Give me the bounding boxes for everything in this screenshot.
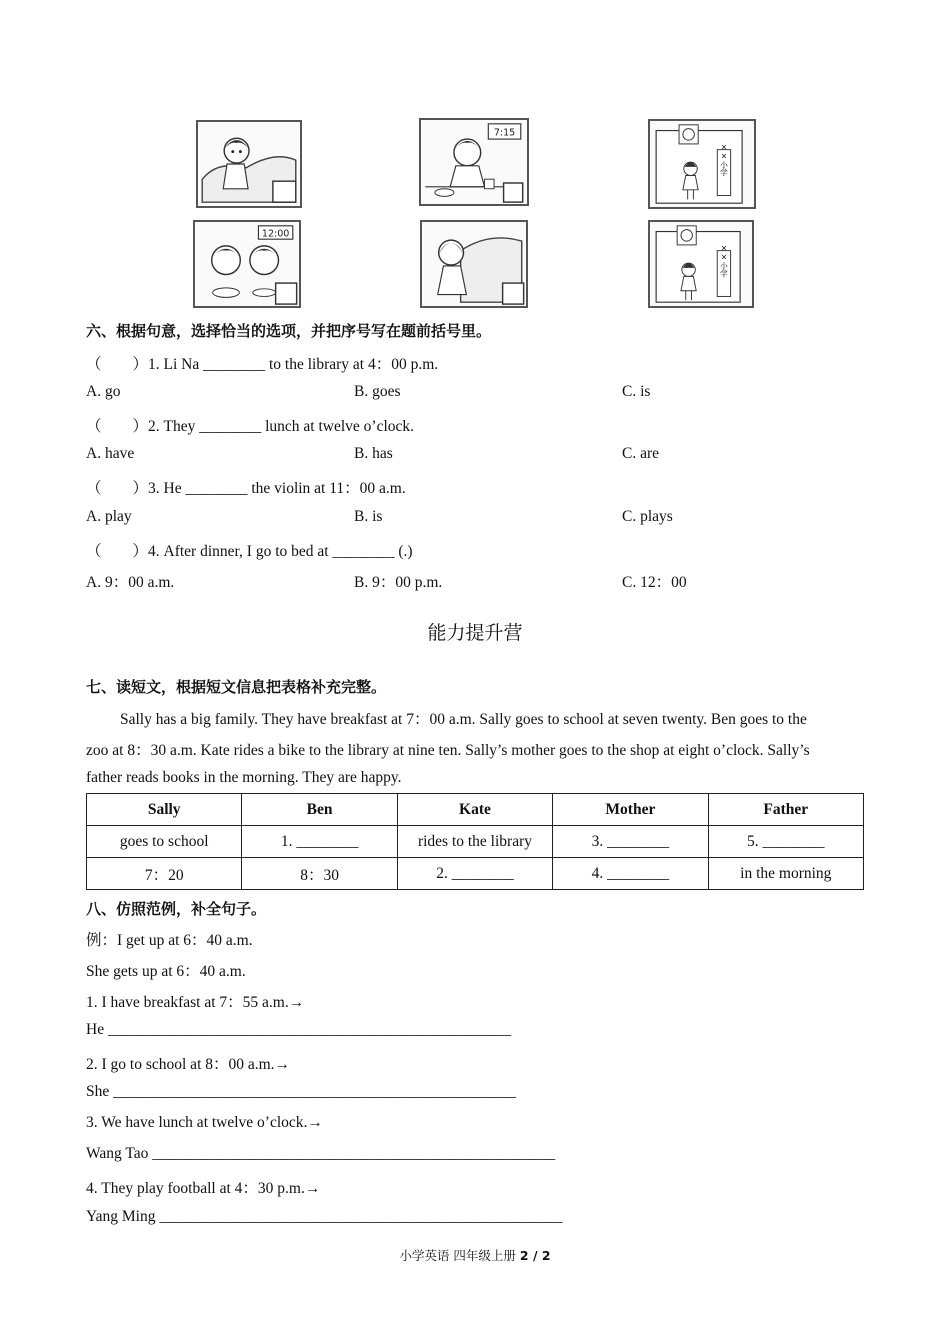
girl-in-bed-illustration (198, 122, 300, 206)
table-cell-blank: 4. ________ (553, 858, 708, 890)
item-3-answer-line: Wang Tao ____________________________________________________ (86, 1145, 556, 1162)
q1-option-c: C. is (622, 383, 651, 400)
example-line-1: 例：I get up at 6：40 a.m. (86, 932, 253, 949)
part6-title: 六、根据句意，选择恰当的选项，并把序号写在题前括号里。 (86, 322, 492, 340)
table-cell-blank: 3. ________ (553, 826, 708, 858)
item-3-prompt: 3. We have lunch at twelve o’clock.→ (86, 1114, 323, 1131)
table-row (87, 826, 864, 858)
q2-option-a: A. have (86, 445, 135, 462)
item-1-answer-line: He ____________________________________________________ (86, 1021, 511, 1038)
picture-girl-going-to-bed (420, 220, 528, 308)
table-cell: 8：30 (242, 858, 397, 890)
header-ben: Ben (242, 794, 397, 826)
section-title: 能力提升营 (427, 622, 523, 644)
family-schedule-table (86, 793, 864, 890)
q2-option-c: C. are (622, 445, 660, 462)
picture-girl-breakfast (419, 118, 529, 206)
table-row (87, 858, 864, 890)
clock-7-15: 7:15 (493, 127, 516, 139)
q3-option-b: B. is (354, 508, 383, 525)
girl-going-to-bed-illustration (422, 222, 526, 306)
item-4-prompt: 4. They play football at 4：30 p.m.→ (86, 1180, 321, 1197)
item-2-prompt: 2. I go to school at 8：00 a.m.→ (86, 1056, 291, 1073)
q3-option-a: A. play (86, 508, 132, 525)
table-cell: 7：20 (87, 858, 242, 890)
part6-question-3: （ ）3. He ________ the violin at 11：00 a.m. (86, 480, 406, 497)
table-cell-blank: 2. ________ (397, 858, 552, 890)
q4-option-a: A. 9：00 a.m. (86, 574, 175, 591)
picture-two-girls-lunch (193, 220, 301, 308)
picture-girl-waking (196, 120, 302, 208)
q1-option-b: B. goes (354, 383, 401, 400)
part6-question-2: （ ）2. They ________ lunch at twelve o’clock. (86, 418, 415, 435)
q4-option-b: B. 9：00 p.m. (354, 574, 443, 591)
clock-12-00: 12:00 (261, 228, 290, 240)
passage-line-3: father reads books in the morning. They are happy. (86, 769, 402, 786)
passage-line-1: Sally has a big family. They have breakfast at 7：00 a.m. Sally goes to school at seven twenty. Ben goes to the (120, 711, 807, 728)
passage-line-2: zoo at 8：30 a.m. Kate rides a bike to the library at nine ten. Sally’s mother goes to the shop at eight o’clock. Sally’s (86, 742, 810, 759)
item-4-answer-line: Yang Ming ____________________________________________________ (86, 1208, 563, 1225)
part6-question-4: （ ）4. After dinner, I go to bed at ________ (.) (86, 543, 413, 560)
table-cell-blank: 1. ________ (242, 826, 397, 858)
girl-eating-breakfast-illustration (421, 120, 527, 204)
q4-option-c: C. 12：00 (622, 574, 687, 591)
table-cell: rides to the library (397, 826, 552, 858)
picture-girl-school-building (648, 220, 754, 308)
table-cell: in the morning (708, 858, 863, 890)
school-sign-text: ××小学 (719, 243, 729, 277)
q2-option-b: B. has (354, 445, 393, 462)
header-mother: Mother (553, 794, 708, 826)
header-sally: Sally (87, 794, 242, 826)
page-footer (0, 1246, 950, 1264)
table-cell-blank: 5. ________ (708, 826, 863, 858)
footer-text: 小学英语 四年级上册 (399, 1248, 520, 1263)
picture-girl-school-gate (648, 119, 756, 209)
girls-eating-lunch-illustration (195, 222, 299, 306)
table-header-row (87, 794, 864, 826)
item-1-prompt: 1. I have breakfast at 7：55 a.m.→ (86, 994, 305, 1011)
school-sign-text: ××小学 (719, 142, 729, 176)
part7-title: 七、读短文，根据短文信息把表格补充完整。 (86, 678, 387, 696)
q1-option-a: A. go (86, 383, 121, 400)
table-cell: goes to school (87, 826, 242, 858)
school-building-illustration (650, 222, 752, 306)
q3-option-c: C. plays (622, 508, 673, 525)
header-father: Father (708, 794, 863, 826)
header-kate: Kate (397, 794, 552, 826)
item-2-answer-line: She ____________________________________________________ (86, 1083, 517, 1100)
example-line-2: She gets up at 6：40 a.m. (86, 963, 246, 980)
school-gate-illustration (650, 121, 754, 207)
page-number: 2 / 2 (519, 1248, 551, 1263)
part8-title: 八、仿照范例，补全句子。 (86, 900, 267, 918)
part6-question-1: （ ）1. Li Na ________ to the library at 4：00 p.m. (86, 356, 439, 373)
